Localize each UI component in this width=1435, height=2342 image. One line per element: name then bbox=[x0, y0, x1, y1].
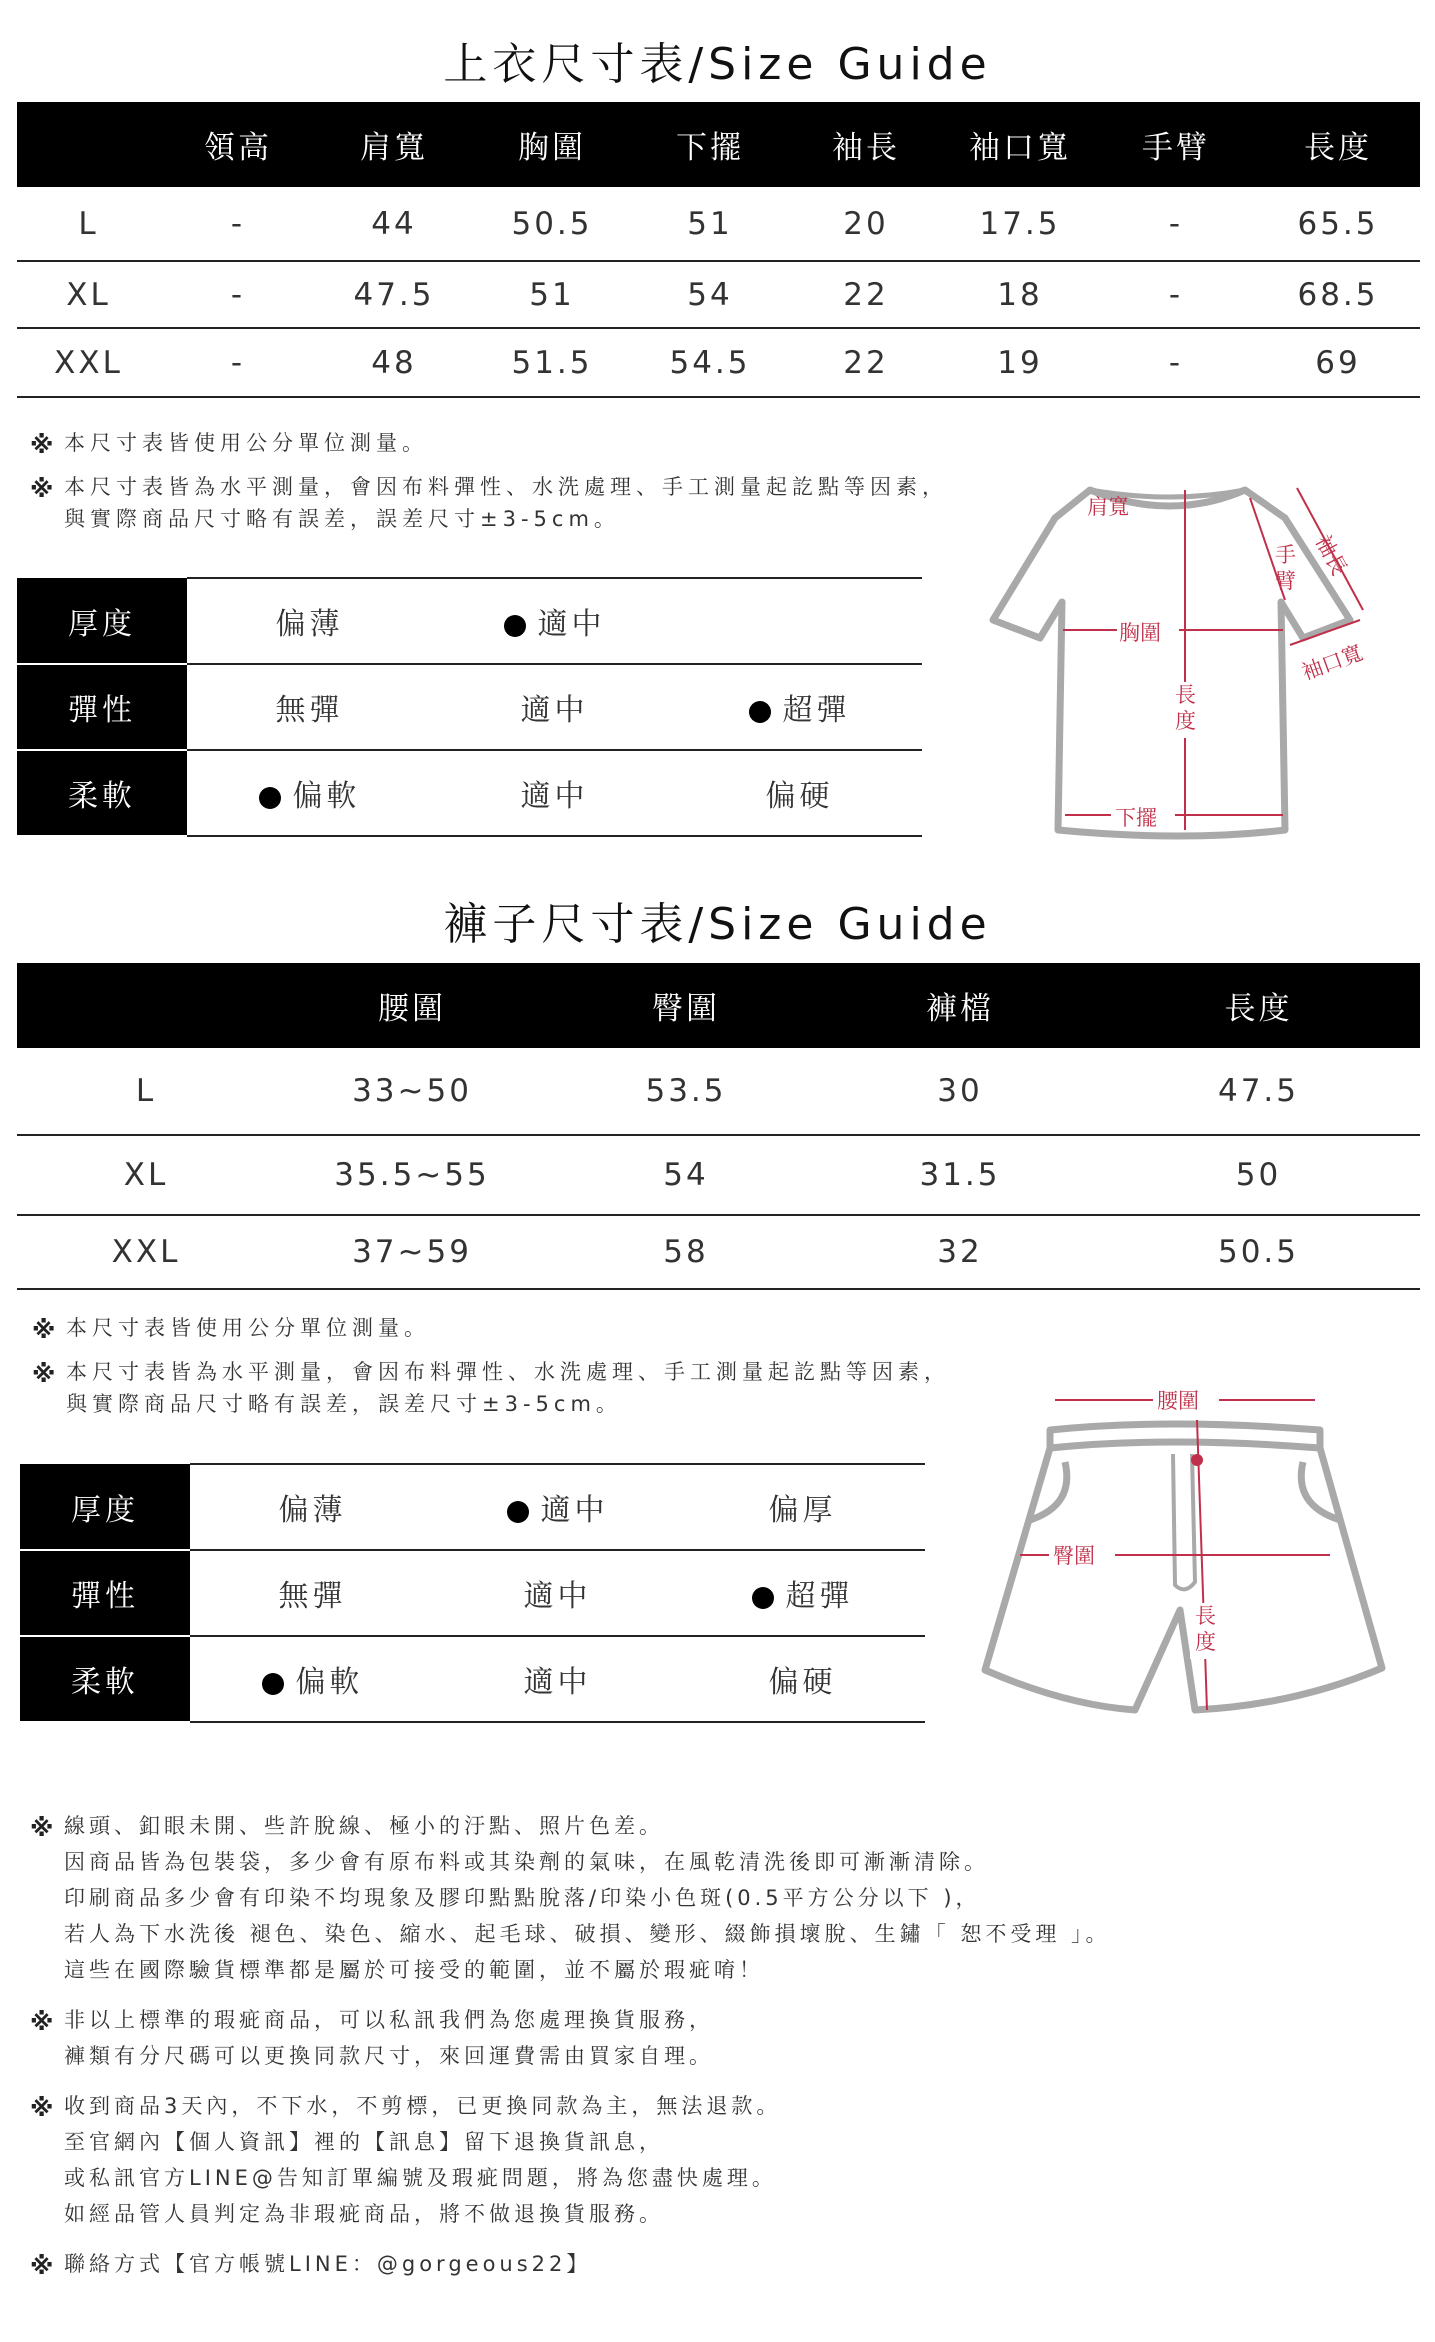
attribute-option bbox=[435, 1550, 680, 1636]
bottom-table-cell: 33~50 bbox=[275, 1048, 549, 1135]
diagram-label-pants-length-1: 長 bbox=[1195, 1604, 1216, 1628]
top-size-table bbox=[17, 102, 1420, 398]
attribute-option-label: 無彈 bbox=[275, 693, 344, 728]
pants-fabric-attributes bbox=[20, 1463, 925, 1723]
attribute-option-label: 超彈 bbox=[782, 693, 851, 728]
bottom-table-row bbox=[17, 1215, 1420, 1289]
bottom-table-row bbox=[17, 1048, 1420, 1135]
policy-note-line: 若人為下水洗後 褪色、染色、縮水、起毛球、破損、變形、綴飾損壞脫、生鏽「 恕不受理 」。 bbox=[64, 1922, 1111, 1946]
attribute-option-label: 無彈 bbox=[278, 1579, 347, 1614]
attribute-option-label: 偏薄 bbox=[278, 1493, 347, 1528]
attribute-option bbox=[432, 578, 677, 664]
top-table-cell: - bbox=[160, 261, 316, 328]
top-table-cell: - bbox=[160, 328, 316, 397]
attribute-row bbox=[17, 750, 922, 836]
tshirt-measurement-diagram bbox=[985, 470, 1405, 850]
top-table-cell: 18 bbox=[944, 261, 1096, 328]
policy-note-line: 如經品管人員判定為非瑕疵商品，將不做退換貨服務。 bbox=[64, 2202, 664, 2226]
top-header-cell: 領高 bbox=[160, 102, 316, 187]
top-table-cell: 54.5 bbox=[632, 328, 788, 397]
pants-note-line: 與實際商品尺寸略有誤差，誤差尺寸±3-5cm。 bbox=[66, 1392, 622, 1416]
reference-mark: ※ bbox=[30, 2252, 58, 2280]
attribute-option-label: 偏薄 bbox=[275, 607, 344, 642]
attribute-row bbox=[20, 1636, 925, 1722]
pants-size-guide-title: 褲子尺寸表/Size Guide bbox=[443, 899, 992, 950]
attribute-option bbox=[435, 1636, 680, 1722]
top-table-row bbox=[17, 187, 1420, 261]
top-table-cell: 50.5 bbox=[472, 187, 632, 261]
top-header-cell: 袖長 bbox=[788, 102, 944, 187]
top-note-line: 本尺寸表皆使用公分單位測量。 bbox=[64, 431, 428, 455]
selected-dot-icon bbox=[507, 1501, 529, 1523]
policy-note-line: 收到商品3天內，不下水，不剪標，已更換同款為主，無法退款。 bbox=[64, 2094, 782, 2118]
top-header-cell: 長度 bbox=[1256, 102, 1420, 187]
reference-mark: ※ bbox=[32, 1316, 61, 1344]
policy-note bbox=[30, 2088, 1111, 2232]
diagram-label-sleeve-length: 袖長 bbox=[1310, 531, 1352, 580]
reference-mark: ※ bbox=[30, 2008, 58, 2036]
attribute-option bbox=[432, 664, 677, 750]
attribute-option bbox=[680, 1636, 925, 1722]
selected-dot-icon bbox=[749, 701, 771, 723]
bottom-table-cell: 54 bbox=[549, 1135, 823, 1215]
attribute-option-label: 偏厚 bbox=[768, 1493, 837, 1528]
reference-mark: ※ bbox=[30, 431, 59, 459]
top-notes bbox=[30, 427, 948, 547]
attribute-option-label: 適中 bbox=[540, 1493, 609, 1528]
attribute-option bbox=[435, 1464, 680, 1550]
top-table-cell: XL bbox=[17, 261, 160, 328]
policy-note-line: 因商品皆為包裝袋，多少會有原布料或其染劑的氣味，在風乾清洗後即可漸漸清除。 bbox=[64, 1850, 989, 1874]
policy-note-line: 或私訊官方LINE@告知訂單編號及瑕疵問題，將為您盡快處理。 bbox=[64, 2166, 777, 2190]
policy-note-line: 印刷商品多少會有印染不均現象及膠印點點脫落/印染小色斑(0.5平方公分以下 )， bbox=[64, 1886, 981, 1910]
bottom-header-cell: 長度 bbox=[1097, 963, 1420, 1048]
top-table-cell: - bbox=[1096, 328, 1256, 397]
top-table-cell: 17.5 bbox=[944, 187, 1096, 261]
top-table-cell: 44 bbox=[316, 187, 472, 261]
attribute-row bbox=[20, 1464, 925, 1550]
attribute-option-label: 偏硬 bbox=[765, 779, 834, 814]
pants-size-table bbox=[17, 963, 1420, 1290]
top-table-cell: 54 bbox=[632, 261, 788, 328]
attribute-option-label: 偏硬 bbox=[768, 1665, 837, 1700]
policy-notes bbox=[30, 1808, 1111, 2296]
top-note bbox=[30, 427, 948, 459]
attribute-option bbox=[677, 664, 922, 750]
top-header-cell: 肩寬 bbox=[316, 102, 472, 187]
policy-note-line: 聯絡方式【官方帳號LINE：@gorgeous22】 bbox=[64, 2252, 592, 2276]
attribute-option bbox=[680, 1550, 925, 1636]
top-table-cell: - bbox=[1096, 187, 1256, 261]
diagram-label-pants-length-2: 度 bbox=[1195, 1630, 1216, 1654]
attribute-label: 厚度 bbox=[17, 578, 187, 664]
attribute-option bbox=[187, 750, 432, 836]
bottom-table-cell: 58 bbox=[549, 1215, 823, 1289]
diagram-label-arm-2: 臂 bbox=[1275, 569, 1296, 593]
attribute-option bbox=[190, 1550, 435, 1636]
top-header-cell bbox=[17, 102, 160, 187]
bottom-table-cell: 53.5 bbox=[549, 1048, 823, 1135]
bottom-table-cell: 50.5 bbox=[1097, 1215, 1420, 1289]
attribute-row bbox=[20, 1550, 925, 1636]
attribute-option bbox=[677, 578, 922, 664]
top-table-cell: 22 bbox=[788, 328, 944, 397]
diagram-label-cuff: 袖口寬 bbox=[1298, 640, 1366, 685]
bottom-table-cell: XL bbox=[17, 1135, 275, 1215]
attribute-option-label: 適中 bbox=[537, 607, 606, 642]
policy-note-line: 褲類有分尺碼可以更換同款尺寸，來回運費需由買家自理。 bbox=[64, 2044, 714, 2068]
top-table-row bbox=[17, 328, 1420, 397]
policy-note-line: 線頭、釦眼未開、些許脫線、極小的汙點、照片色差。 bbox=[64, 1814, 664, 1838]
policy-note bbox=[30, 2246, 1111, 2282]
diagram-label-chest: 胸圍 bbox=[1119, 621, 1161, 645]
selected-dot-icon bbox=[752, 1587, 774, 1609]
bottom-table-cell: L bbox=[17, 1048, 275, 1135]
top-table-cell: L bbox=[17, 187, 160, 261]
selected-dot-icon bbox=[504, 615, 526, 637]
policy-note bbox=[30, 1808, 1111, 1988]
attribute-option bbox=[187, 578, 432, 664]
policy-note-line: 這些在國際驗貨標準都是屬於可接受的範圍，並不屬於瑕疵唷！ bbox=[64, 1958, 764, 1982]
attribute-option-label: 適中 bbox=[520, 779, 589, 814]
bottom-table-cell: 32 bbox=[823, 1215, 1097, 1289]
top-table-cell: 19 bbox=[944, 328, 1096, 397]
attribute-option bbox=[190, 1464, 435, 1550]
diagram-label-shoulder: 肩寬 bbox=[1087, 495, 1129, 519]
top-table-cell: 48 bbox=[316, 328, 472, 397]
pants-note-line: 本尺寸表皆使用公分單位測量。 bbox=[66, 1316, 430, 1340]
top-table-cell: - bbox=[1096, 261, 1256, 328]
top-header-cell: 胸圍 bbox=[472, 102, 632, 187]
top-table-cell: 22 bbox=[788, 261, 944, 328]
top-header-cell: 手臂 bbox=[1096, 102, 1256, 187]
bottom-header-cell bbox=[17, 963, 275, 1048]
bottom-table-row bbox=[17, 1135, 1420, 1215]
diagram-label-hip: 臀圍 bbox=[1053, 1544, 1095, 1568]
bottom-table-cell: 31.5 bbox=[823, 1135, 1097, 1215]
policy-note-line: 至官網內【個人資訊】裡的【訊息】留下退換貨訊息， bbox=[64, 2130, 664, 2154]
bottom-table-cell: 50 bbox=[1097, 1135, 1420, 1215]
reference-mark: ※ bbox=[30, 2094, 58, 2122]
top-fabric-attributes bbox=[17, 577, 922, 837]
top-table-cell: 68.5 bbox=[1256, 261, 1420, 328]
bottom-header-cell: 臀圍 bbox=[549, 963, 823, 1048]
attribute-option-label: 超彈 bbox=[785, 1579, 854, 1614]
top-table-cell: 20 bbox=[788, 187, 944, 261]
attribute-option bbox=[187, 664, 432, 750]
selected-dot-icon bbox=[262, 1673, 284, 1695]
top-table-cell: 65.5 bbox=[1256, 187, 1420, 261]
attribute-option bbox=[190, 1636, 435, 1722]
policy-note-line: 非以上標準的瑕疵商品，可以私訊我們為您處理換貨服務， bbox=[64, 2008, 714, 2032]
bottom-table-cell: 37~59 bbox=[275, 1215, 549, 1289]
bottom-table-cell: 35.5~55 bbox=[275, 1135, 549, 1215]
pants-note bbox=[32, 1312, 950, 1344]
top-header-cell: 袖口寬 bbox=[944, 102, 1096, 187]
top-size-guide-title: 上衣尺寸表/Size Guide bbox=[443, 39, 992, 90]
attribute-option bbox=[680, 1464, 925, 1550]
attribute-option-label: 偏軟 bbox=[292, 779, 361, 814]
top-note-line: 與實際商品尺寸略有誤差，誤差尺寸±3-5cm。 bbox=[64, 507, 620, 531]
bottom-table-cell: 47.5 bbox=[1097, 1048, 1420, 1135]
top-note bbox=[30, 471, 948, 535]
attribute-option bbox=[432, 750, 677, 836]
top-table-row bbox=[17, 261, 1420, 328]
attribute-label: 柔軟 bbox=[20, 1636, 190, 1722]
diagram-label-length-1: 長 bbox=[1175, 683, 1196, 707]
selected-dot-icon bbox=[259, 787, 281, 809]
attribute-option bbox=[677, 750, 922, 836]
diagram-label-length-2: 度 bbox=[1175, 709, 1196, 733]
attribute-option-label: 適中 bbox=[523, 1665, 592, 1700]
reference-mark: ※ bbox=[30, 475, 59, 503]
top-table-cell: - bbox=[160, 187, 316, 261]
top-note-line: 本尺寸表皆為水平測量，會因布料彈性、水洗處理、手工測量起訖點等因素， bbox=[64, 475, 948, 499]
attribute-option-label: 適中 bbox=[520, 693, 589, 728]
diagram-label-arm-1: 手 bbox=[1275, 543, 1296, 567]
reference-mark: ※ bbox=[30, 1814, 58, 1842]
top-table-cell: 51 bbox=[472, 261, 632, 328]
pants-note bbox=[32, 1356, 950, 1420]
attribute-row bbox=[17, 578, 922, 664]
diagram-label-hem: 下擺 bbox=[1115, 806, 1157, 830]
diagram-label-waist: 腰圍 bbox=[1157, 1389, 1199, 1413]
attribute-label: 彈性 bbox=[17, 664, 187, 750]
pants-note-line: 本尺寸表皆為水平測量，會因布料彈性、水洗處理、手工測量起訖點等因素， bbox=[66, 1360, 950, 1384]
top-table-cell: 51 bbox=[632, 187, 788, 261]
top-table-cell: 51.5 bbox=[472, 328, 632, 397]
shorts-measurement-diagram bbox=[975, 1370, 1395, 1730]
top-table-cell: 47.5 bbox=[316, 261, 472, 328]
top-header-cell: 下擺 bbox=[632, 102, 788, 187]
bottom-table-cell: 30 bbox=[823, 1048, 1097, 1135]
attribute-label: 厚度 bbox=[20, 1464, 190, 1550]
attribute-option-label: 適中 bbox=[523, 1579, 592, 1614]
bottom-header-cell: 腰圍 bbox=[275, 963, 549, 1048]
attribute-label: 彈性 bbox=[20, 1550, 190, 1636]
attribute-option-label: 偏軟 bbox=[295, 1665, 364, 1700]
bottom-header-cell: 褲檔 bbox=[823, 963, 1097, 1048]
attribute-label: 柔軟 bbox=[17, 750, 187, 836]
pants-notes bbox=[32, 1312, 950, 1432]
top-table-cell: XXL bbox=[17, 328, 160, 397]
bottom-table-cell: XXL bbox=[17, 1215, 275, 1289]
top-table-cell: 69 bbox=[1256, 328, 1420, 397]
attribute-row bbox=[17, 664, 922, 750]
reference-mark: ※ bbox=[32, 1360, 61, 1388]
policy-note bbox=[30, 2002, 1111, 2074]
